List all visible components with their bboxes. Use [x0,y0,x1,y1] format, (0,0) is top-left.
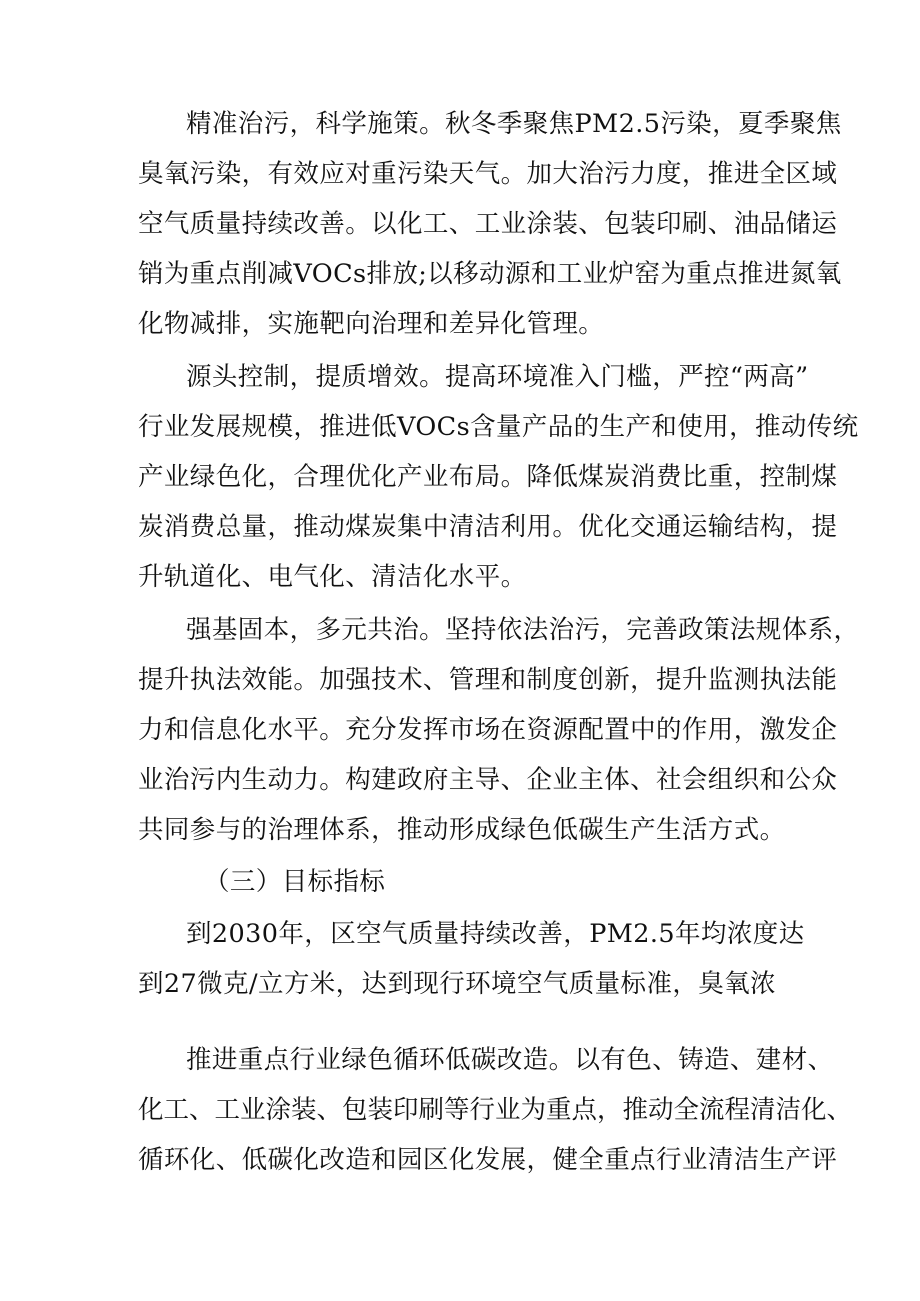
paragraph-1-line-1: 精准治污，科学施策。秋冬季聚焦PM2.5污染，夏季聚焦 [186,109,842,139]
paragraph-1-line-4: 销为重点削减VOCs排放;以移动源和工业炉窑为重点推进氮氧 [138,259,842,289]
paragraph-3-line-5: 共同参与的治理体系，推动形成绿色低碳生产生活方式。 [138,815,786,845]
section-heading: （三）目标指标 [204,867,386,897]
paragraph-4-line-2: 到27微克/立方米，达到现行环境空气质量标准，臭氧浓 [138,969,776,999]
paragraph-5-line-3: 循环化、低碳化改造和园区化发展，健全重点行业清洁生产评 [138,1145,838,1175]
paragraph-1-line-5: 化物减排，实施靶向治理和差异化管理。 [138,309,605,339]
paragraph-3-line-3: 力和信息化水平。充分发挥市场在资源配置中的作用，激发企 [138,715,838,745]
paragraph-2-line-2: 行业发展规模，推进低VOCs含量产品的生产和使用，推动传统 [138,412,859,442]
paragraph-1-line-3: 空气质量持续改善。以化工、工业涂装、包装印刷、油品储运 [138,209,838,239]
paragraph-2-line-4: 炭消费总量，推动煤炭集中清洁利用。优化交通运输结构，提 [138,512,838,542]
paragraph-3-line-2: 提升执法效能。加强技术、管理和制度创新，提升监测执法能 [138,665,838,695]
paragraph-5-line-1: 推进重点行业绿色循环低碳改造。以有色、铸造、建材、 [186,1045,834,1075]
paragraph-2-line-5: 升轨道化、电气化、清洁化水平。 [138,562,527,592]
paragraph-1-line-2: 臭氧污染，有效应对重污染天气。加大治污力度，推进全区域 [138,159,838,189]
paragraph-3-line-4: 业治污内生动力。构建政府主导、企业主体、社会组织和公众 [138,765,838,795]
paragraph-2-line-3: 产业绿色化，合理优化产业布局。降低煤炭消费比重，控制煤 [138,462,838,492]
paragraph-4-line-1: 到2030年，区空气质量持续改善，PM2.5年均浓度达 [186,919,805,949]
paragraph-5-line-2: 化工、工业涂装、包装印刷等行业为重点，推动全流程清洁化、 [138,1095,853,1125]
paragraph-3-line-1: 强基固本，多元共治。坚持依法治污，完善政策法规体系， [186,615,860,645]
paragraph-2-line-1: 源头控制，提质增效。提高环境准入门槛，严控“两高” [186,362,809,392]
